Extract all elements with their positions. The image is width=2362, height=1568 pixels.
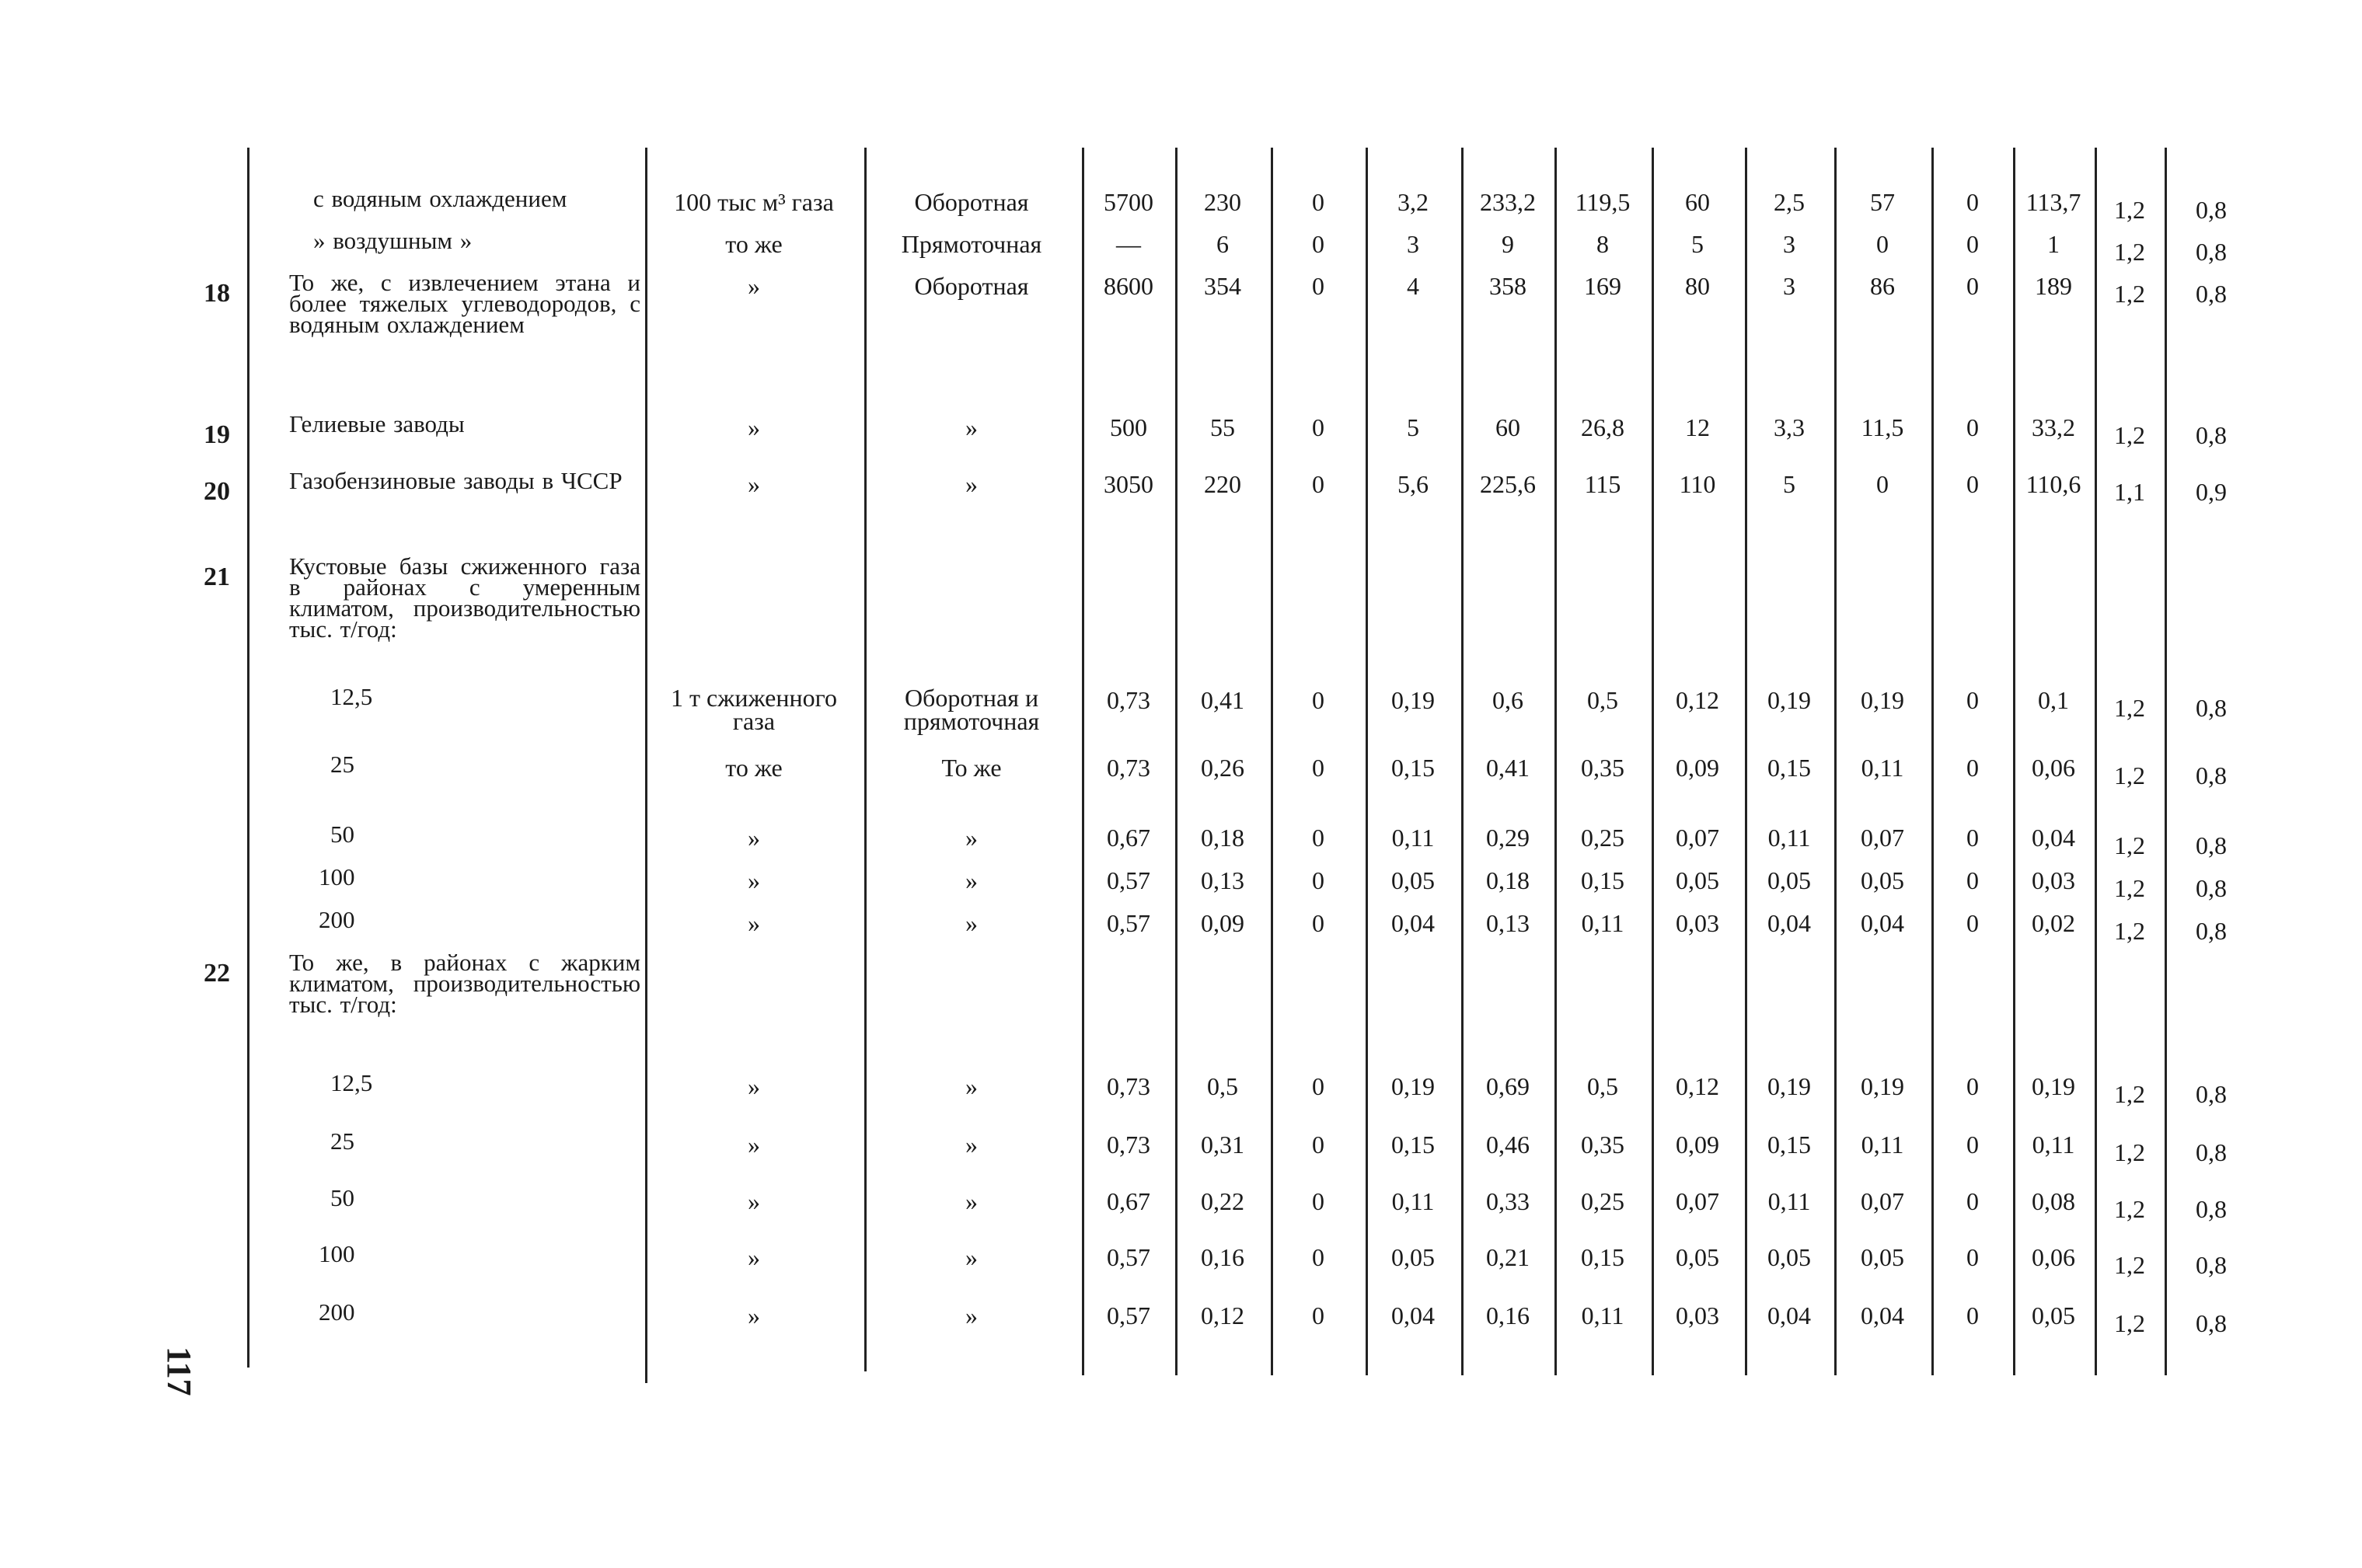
value-cell: 0,1 <box>2038 686 2069 714</box>
value-cell: 0,29 <box>1486 824 1530 852</box>
value-cell: 1,2 <box>2114 1251 2145 1279</box>
value-cell: 0,11 <box>1861 1131 1904 1159</box>
value-cell: 33,2 <box>2032 413 2075 441</box>
value-cell: 0,05 <box>1861 1243 1904 1271</box>
value-cell: 169 <box>1584 272 1621 300</box>
value-cell: 0,35 <box>1581 754 1624 782</box>
value-cell: 110 <box>1679 470 1716 498</box>
value-cell: 0,05 <box>1391 1243 1435 1271</box>
value-cell: 1,2 <box>2114 196 2145 224</box>
value-cell: 0,11 <box>1581 909 1624 937</box>
value-cell: 1,2 <box>2114 238 2145 266</box>
unit-of-measure: » <box>748 909 760 937</box>
column-rule <box>1554 148 1557 1375</box>
column-rule <box>1175 148 1178 1375</box>
row-number: 20 <box>204 477 230 506</box>
unit-of-measure: » <box>748 1243 760 1271</box>
value-cell: 60 <box>1495 413 1520 441</box>
value-cell: 6 <box>1216 230 1229 258</box>
value-cell: 0,18 <box>1201 824 1244 852</box>
value-cell: 0,5 <box>1207 1072 1238 1100</box>
unit-of-measure: » <box>748 272 760 300</box>
column-rule <box>1461 148 1464 1375</box>
value-cell: 0,8 <box>2196 761 2227 789</box>
water-supply-system: » <box>965 470 978 498</box>
value-cell: 0,12 <box>1676 686 1719 714</box>
row-description: 50 <box>330 1184 354 1211</box>
unit-of-measure: » <box>748 1301 760 1329</box>
value-cell: 12 <box>1685 413 1710 441</box>
value-cell: 0 <box>1966 1243 1979 1271</box>
water-supply-system: Оборотная и прямоточная <box>903 684 1040 735</box>
row-description: 12,5 <box>330 1069 373 1096</box>
value-cell: 0,8 <box>2196 917 2227 945</box>
value-cell: 1,2 <box>2114 280 2145 308</box>
value-cell: 5 <box>1783 470 1795 498</box>
value-cell: 3050 <box>1104 470 1153 498</box>
value-cell: 0,04 <box>1767 1301 1811 1329</box>
value-cell: 0,11 <box>1767 824 1811 852</box>
value-cell: 5 <box>1407 413 1419 441</box>
value-cell: — <box>1116 230 1141 258</box>
value-cell: 0,19 <box>1391 1072 1435 1100</box>
water-supply-system: » <box>965 866 978 894</box>
row-number: 21 <box>204 563 230 591</box>
value-cell: 0,22 <box>1201 1187 1244 1215</box>
row-description: 25 <box>330 1127 354 1155</box>
column-rule <box>2013 148 2015 1375</box>
value-cell: 0,12 <box>1201 1301 1244 1329</box>
value-cell: 119,5 <box>1575 188 1631 216</box>
value-cell: 0 <box>1312 1243 1324 1271</box>
water-supply-system: » <box>965 824 978 852</box>
value-cell: 0,02 <box>2032 909 2075 937</box>
value-cell: 0,16 <box>1201 1243 1244 1271</box>
value-cell: 0,8 <box>2196 1138 2227 1166</box>
row-description: 100 <box>319 1240 355 1267</box>
value-cell: 0 <box>1966 909 1979 937</box>
value-cell: 0 <box>1966 1187 1979 1215</box>
value-cell: 1,2 <box>2114 1080 2145 1108</box>
value-cell: 0,16 <box>1486 1301 1530 1329</box>
row-number: 22 <box>204 959 230 988</box>
column-rule <box>1271 148 1273 1375</box>
value-cell: 1,2 <box>2114 874 2145 902</box>
value-cell: 115 <box>1584 470 1621 498</box>
row-description: Гелиевые заводы <box>289 410 465 437</box>
value-cell: 0,19 <box>1861 686 1904 714</box>
value-cell: 0 <box>1966 866 1979 894</box>
value-cell: 3,2 <box>1397 188 1429 216</box>
value-cell: 3 <box>1407 230 1419 258</box>
row-description: » воздушным » <box>313 227 473 254</box>
value-cell: 110,6 <box>2025 470 2081 498</box>
water-supply-system: Оборотная <box>914 188 1029 216</box>
value-cell: 0 <box>1312 824 1324 852</box>
row-number: 19 <box>204 420 230 449</box>
value-cell: 0,11 <box>1767 1187 1811 1215</box>
value-cell: 0 <box>1966 686 1979 714</box>
value-cell: 0,67 <box>1107 824 1150 852</box>
value-cell: 0,73 <box>1107 686 1150 714</box>
value-cell: 0,8 <box>2196 1080 2227 1108</box>
value-cell: 0,09 <box>1676 1131 1719 1159</box>
value-cell: 1,2 <box>2114 1309 2145 1337</box>
value-cell: 1,2 <box>2114 421 2145 449</box>
water-supply-system: » <box>965 1072 978 1100</box>
value-cell: 0,8 <box>2196 238 2227 266</box>
value-cell: 0,05 <box>1676 1243 1719 1271</box>
value-cell: 0,57 <box>1107 909 1150 937</box>
value-cell: 500 <box>1110 413 1147 441</box>
value-cell: 0,15 <box>1767 1131 1811 1159</box>
row-description: 200 <box>319 1298 355 1326</box>
value-cell: 0,31 <box>1201 1131 1244 1159</box>
value-cell: 80 <box>1685 272 1710 300</box>
value-cell: 0 <box>1966 272 1979 300</box>
column-rule <box>1931 148 1934 1375</box>
value-cell: 1,2 <box>2114 761 2145 789</box>
value-cell: 1,2 <box>2114 831 2145 859</box>
value-cell: 113,7 <box>2025 188 2081 216</box>
value-cell: 0,08 <box>2032 1187 2075 1215</box>
value-cell: 0,05 <box>1767 1243 1811 1271</box>
value-cell: 0 <box>1312 188 1324 216</box>
water-supply-system: » <box>965 1187 978 1215</box>
unit-of-measure: » <box>748 1131 760 1159</box>
value-cell: 0,07 <box>1861 1187 1904 1215</box>
value-cell: 0,25 <box>1581 1187 1624 1215</box>
value-cell: 0,8 <box>2196 831 2227 859</box>
unit-of-measure: 1 т сжиженного газа <box>671 684 837 735</box>
value-cell: 0,57 <box>1107 1243 1150 1271</box>
column-rule <box>1366 148 1368 1375</box>
water-supply-system: » <box>965 1131 978 1159</box>
value-cell: 0,19 <box>1391 686 1435 714</box>
value-cell: 0,04 <box>1391 909 1435 937</box>
value-cell: 0 <box>1966 1072 1979 1100</box>
value-cell: 0,05 <box>2032 1301 2075 1329</box>
value-cell: 0,11 <box>1391 1187 1435 1215</box>
value-cell: 0,18 <box>1486 866 1530 894</box>
unit-of-measure: то же <box>725 754 783 782</box>
value-cell: 0,15 <box>1391 754 1435 782</box>
value-cell: 0,41 <box>1486 754 1530 782</box>
value-cell: 86 <box>1870 272 1895 300</box>
value-cell: 0,5 <box>1587 1072 1618 1100</box>
unit-of-measure: 100 тыс м³ газа <box>674 188 834 216</box>
value-cell: 0,07 <box>1676 824 1719 852</box>
value-cell: 0,03 <box>1676 1301 1719 1329</box>
value-cell: 0 <box>1312 413 1324 441</box>
value-cell: 0,19 <box>1767 1072 1811 1100</box>
value-cell: 0,19 <box>1767 686 1811 714</box>
value-cell: 0,57 <box>1107 866 1150 894</box>
value-cell: 0,67 <box>1107 1187 1150 1215</box>
value-cell: 0,03 <box>1676 909 1719 937</box>
unit-of-measure: » <box>748 824 760 852</box>
value-cell: 0 <box>1876 230 1889 258</box>
value-cell: 0,5 <box>1587 686 1618 714</box>
row-description: Газобензиновые заводы в ЧССР <box>289 467 623 494</box>
value-cell: 0,8 <box>2196 196 2227 224</box>
value-cell: 1,2 <box>2114 917 2145 945</box>
value-cell: 0,57 <box>1107 1301 1150 1329</box>
value-cell: 0,13 <box>1486 909 1530 937</box>
value-cell: 0,04 <box>2032 824 2075 852</box>
value-cell: 0,8 <box>2196 874 2227 902</box>
value-cell: 5 <box>1691 230 1704 258</box>
value-cell: 55 <box>1210 413 1235 441</box>
column-rule <box>2095 148 2097 1375</box>
value-cell: 0 <box>1966 470 1979 498</box>
value-cell: 0,41 <box>1201 686 1244 714</box>
page-number: 117 <box>160 1347 198 1396</box>
value-cell: 0,04 <box>1861 1301 1904 1329</box>
value-cell: 0,8 <box>2196 1309 2227 1337</box>
water-supply-system: » <box>965 909 978 937</box>
value-cell: 0,11 <box>1391 824 1435 852</box>
value-cell: 1,2 <box>2114 1195 2145 1223</box>
value-cell: 0 <box>1312 1301 1324 1329</box>
value-cell: 0,15 <box>1767 754 1811 782</box>
value-cell: 0,04 <box>1861 909 1904 937</box>
value-cell: 0,07 <box>1861 824 1904 852</box>
value-cell: 0,8 <box>2196 280 2227 308</box>
row-description: 50 <box>330 821 354 848</box>
value-cell: 0 <box>1312 272 1324 300</box>
value-cell: 1,2 <box>2114 694 2145 722</box>
value-cell: 0,04 <box>1767 909 1811 937</box>
water-supply-system: То же <box>941 754 1002 782</box>
row-description: 100 <box>319 863 355 890</box>
column-rule <box>1082 148 1084 1375</box>
value-cell: 0,73 <box>1107 1072 1150 1100</box>
water-supply-system: » <box>965 1243 978 1271</box>
value-cell: 0,19 <box>2032 1072 2075 1100</box>
column-rule <box>1834 148 1837 1375</box>
value-cell: 60 <box>1685 188 1710 216</box>
value-cell: 1 <box>2047 230 2060 258</box>
value-cell: 230 <box>1204 188 1241 216</box>
row-description: Кустовые базы сжиженного газа в районах с умеренным климатом, производительностью тыс. т/год: <box>289 552 640 643</box>
column-rule <box>1652 148 1654 1375</box>
value-cell: 354 <box>1204 272 1241 300</box>
row-description: 12,5 <box>330 683 373 710</box>
value-cell: 0 <box>1966 230 1979 258</box>
value-cell: 0,33 <box>1486 1187 1530 1215</box>
value-cell: 11,5 <box>1861 413 1904 441</box>
value-cell: 0 <box>1966 754 1979 782</box>
value-cell: 220 <box>1204 470 1241 498</box>
row-number: 18 <box>204 279 230 308</box>
value-cell: 358 <box>1489 272 1526 300</box>
value-cell: 0 <box>1966 188 1979 216</box>
value-cell: 1,1 <box>2114 478 2145 506</box>
value-cell: 0 <box>1966 1131 1979 1159</box>
value-cell: 0,15 <box>1581 1243 1624 1271</box>
value-cell: 0 <box>1312 909 1324 937</box>
value-cell: 3,3 <box>1774 413 1805 441</box>
unit-of-measure: » <box>748 470 760 498</box>
water-supply-system: » <box>965 413 978 441</box>
value-cell: 0,8 <box>2196 1251 2227 1279</box>
column-rule <box>1745 148 1747 1375</box>
value-cell: 0,05 <box>1861 866 1904 894</box>
unit-of-measure: » <box>748 1187 760 1215</box>
value-cell: 0 <box>1312 1187 1324 1215</box>
value-cell: 0,11 <box>1581 1301 1624 1329</box>
value-cell: 0,21 <box>1486 1243 1530 1271</box>
value-cell: 0 <box>1312 686 1324 714</box>
value-cell: 0 <box>1876 470 1889 498</box>
value-cell: 0,15 <box>1391 1131 1435 1159</box>
value-cell: 57 <box>1870 188 1895 216</box>
value-cell: 0 <box>1312 1131 1324 1159</box>
value-cell: 0 <box>1312 1072 1324 1100</box>
value-cell: 0 <box>1966 1301 1979 1329</box>
value-cell: 3 <box>1783 230 1795 258</box>
value-cell: 0,09 <box>1676 754 1719 782</box>
value-cell: 0,6 <box>1492 686 1523 714</box>
column-rule <box>864 148 867 1371</box>
value-cell: 0,9 <box>2196 478 2227 506</box>
water-supply-system: Оборотная <box>914 272 1029 300</box>
value-cell: 0,69 <box>1486 1072 1530 1100</box>
value-cell: 26,8 <box>1581 413 1624 441</box>
value-cell: 0,04 <box>1391 1301 1435 1329</box>
value-cell: 4 <box>1407 272 1419 300</box>
value-cell: 0,46 <box>1486 1131 1530 1159</box>
value-cell: 1,2 <box>2114 1138 2145 1166</box>
value-cell: 0,06 <box>2032 1243 2075 1271</box>
value-cell: 0 <box>1966 413 1979 441</box>
value-cell: 189 <box>2035 272 2072 300</box>
value-cell: 9 <box>1502 230 1514 258</box>
value-cell: 0,03 <box>2032 866 2075 894</box>
value-cell: 0 <box>1312 470 1324 498</box>
value-cell: 5,6 <box>1397 470 1429 498</box>
row-description: с водяным охлаждением <box>313 185 567 212</box>
value-cell: 0 <box>1966 824 1979 852</box>
value-cell: 0,11 <box>1861 754 1904 782</box>
value-cell: 0,12 <box>1676 1072 1719 1100</box>
unit-of-measure: то же <box>725 230 783 258</box>
value-cell: 0,73 <box>1107 754 1150 782</box>
value-cell: 233,2 <box>1480 188 1536 216</box>
value-cell: 0,05 <box>1676 866 1719 894</box>
value-cell: 0,06 <box>2032 754 2075 782</box>
value-cell: 0,07 <box>1676 1187 1719 1215</box>
row-description: То же, в районах с жарким климатом, производительностью тыс. т/год: <box>289 949 640 1018</box>
value-cell: 3 <box>1783 272 1795 300</box>
row-description: 25 <box>330 751 354 778</box>
value-cell: 225,6 <box>1480 470 1536 498</box>
value-cell: 0,05 <box>1767 866 1811 894</box>
value-cell: 0,8 <box>2196 694 2227 722</box>
value-cell: 5700 <box>1104 188 1153 216</box>
value-cell: 0,15 <box>1581 866 1624 894</box>
unit-of-measure: » <box>748 413 760 441</box>
column-rule <box>247 148 249 1368</box>
value-cell: 0,05 <box>1391 866 1435 894</box>
value-cell: 8 <box>1596 230 1609 258</box>
value-cell: 0,13 <box>1201 866 1244 894</box>
value-cell: 0,8 <box>2196 421 2227 449</box>
value-cell: 0,19 <box>1861 1072 1904 1100</box>
value-cell: 0,35 <box>1581 1131 1624 1159</box>
value-cell: 2,5 <box>1774 188 1805 216</box>
value-cell: 8600 <box>1104 272 1153 300</box>
water-supply-system: Прямоточная <box>901 230 1042 258</box>
value-cell: 0,73 <box>1107 1131 1150 1159</box>
row-description: То же, с извлечением этана и более тяжелых углеводородов, с водяным охлаждением <box>289 269 640 338</box>
value-cell: 0,25 <box>1581 824 1624 852</box>
value-cell: 0 <box>1312 230 1324 258</box>
value-cell: 0,11 <box>2032 1131 2075 1159</box>
value-cell: 0 <box>1312 866 1324 894</box>
column-rule <box>2165 148 2167 1375</box>
value-cell: 0,26 <box>1201 754 1244 782</box>
unit-of-measure: » <box>748 866 760 894</box>
value-cell: 0,09 <box>1201 909 1244 937</box>
water-supply-system: » <box>965 1301 978 1329</box>
column-rule <box>645 148 647 1383</box>
row-description: 200 <box>319 906 355 933</box>
value-cell: 0 <box>1312 754 1324 782</box>
value-cell: 0,8 <box>2196 1195 2227 1223</box>
unit-of-measure: » <box>748 1072 760 1100</box>
